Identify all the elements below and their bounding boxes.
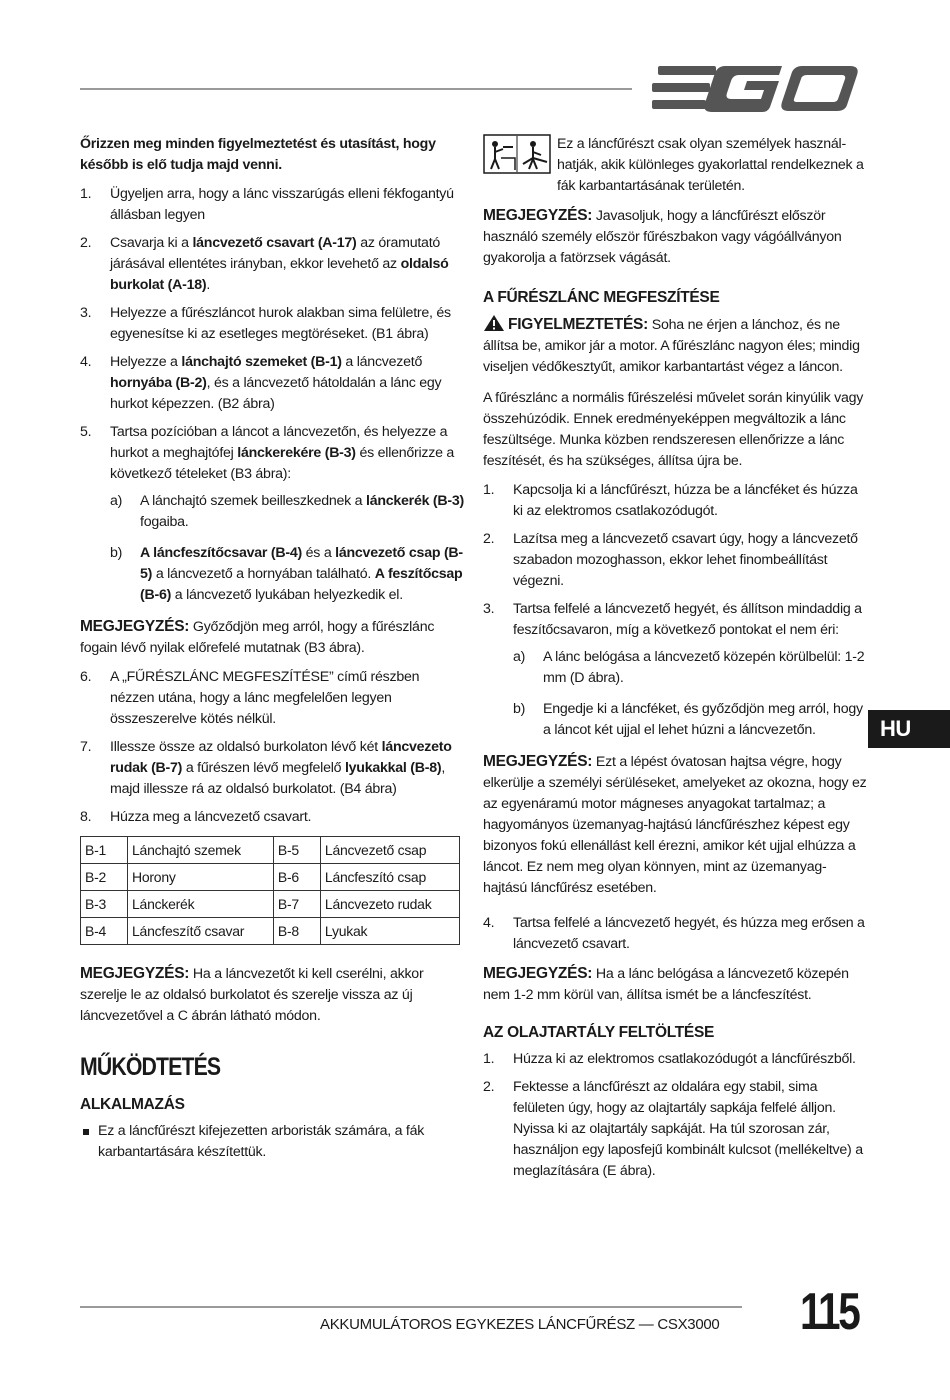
- language-tab: HU: [868, 710, 950, 748]
- list-item: [80, 807, 465, 828]
- step-text: [543, 649, 864, 686]
- step-fragment: az óramutató járásával ellentétes irányban, ekkor levehető az: [110, 235, 441, 272]
- step-number: a): [513, 649, 526, 665]
- list-item: [110, 491, 465, 533]
- step-emphasis: A láncfeszítőcsavar (B-4): [140, 545, 302, 561]
- step-fragment: Tartsa pozícióban a láncot a láncvezetőn, és helyezze a hurkot a meghajtófej: [110, 424, 448, 461]
- list-item: [80, 667, 465, 730]
- list-item: [483, 480, 868, 522]
- list-item: [110, 543, 465, 606]
- note-3: MEGJEGYZÉS: Javasoljuk, hogy a láncfűrészt először használó személy először fűrészbakon vagy vágóállványon gyakorolja a fatörzsek vágását.: [483, 207, 842, 266]
- step-fragment: fogaiba.: [140, 514, 189, 530]
- part-code-cell: B-8: [273, 918, 320, 945]
- step-emphasis: oldalsó burkolat (A-18): [110, 256, 449, 293]
- step-text: [110, 235, 449, 293]
- list-item: [483, 529, 868, 592]
- step-number: 6.: [80, 669, 92, 685]
- ego-logo: [652, 64, 862, 112]
- list-item: [483, 599, 868, 641]
- part-name-cell: Láncfeszító csap: [320, 864, 459, 891]
- list-item: [80, 184, 465, 226]
- steps-list-e: [483, 1049, 868, 1182]
- table-row: [81, 918, 460, 945]
- step-text: [140, 545, 463, 603]
- part-code-cell: B-2: [81, 864, 128, 891]
- part-code-cell: B-7: [273, 891, 320, 918]
- part-code-cell: B-4: [81, 918, 128, 945]
- part-code-cell: B-6: [273, 864, 320, 891]
- intro-text: Őrizzen meg minden figyelmeztetést és utasítást, hogy később is elő tudja majd venni.: [80, 136, 436, 173]
- subsection-title: ALKALMAZÁS: [80, 1096, 185, 1113]
- note-5: MEGJEGYZÉS: Ha a lánc belógása a láncvezető közepén nem 1-2 mm körül van, állítsa ismét be a láncfeszítést.: [483, 965, 849, 1003]
- list-item: Ez a láncfűrészt kifejezetten arboristák számára, a fák karbantartására készítettük.: [80, 1121, 465, 1163]
- substeps-3: [513, 647, 868, 741]
- step-number: 4.: [80, 354, 92, 370]
- list-item: [80, 303, 465, 345]
- part-code-cell: B-1: [81, 837, 128, 864]
- step-emphasis: lánchajtó szemeket (B-1): [181, 354, 342, 370]
- warning-block: FIGYELMEZTETÉS: Soha ne érjen a lánchoz, és ne állítsa be, amikor jár a motor. A fűrészlánc nagyon éles; mindig viseljen védőkesztyűt, amikor karbantartást végez a láncon.: [483, 316, 860, 375]
- step-text: [543, 701, 863, 738]
- step-fragment: , és a láncvezető hátoldalán a lánc egy hurkot képezzen. (B2 ábra): [110, 375, 442, 412]
- footer-rule: [80, 1306, 742, 1308]
- step-text: [110, 305, 451, 342]
- step-number: 1.: [483, 482, 495, 498]
- part-name-cell: Lánckerék: [128, 891, 274, 918]
- steps-list-b: [80, 667, 465, 828]
- step-fragment: a láncvezető: [341, 354, 423, 370]
- part-name-cell: Láncfeszítő csavar: [128, 918, 274, 945]
- list-item: [483, 913, 868, 955]
- step-fragment: Helyezze a fűrészláncot hurok alakban sima felületre, és egyenesítse ki az esetleges megtöréseket. (B1 ábra): [110, 305, 451, 342]
- table-row: [81, 864, 460, 891]
- list-item: [513, 647, 868, 689]
- list-item: [483, 1077, 868, 1182]
- section-title: MŰKÖDTETÉS: [80, 1053, 221, 1081]
- step-text: [513, 531, 858, 589]
- right-column: [483, 134, 868, 1190]
- heading-chain-tension: A FŰRÉSZLÁNC MEGFESZÍTÉSE: [483, 289, 720, 306]
- chain-tension-paragraph: A fűrészlánc a normális fűrészelési művelet során kinyúlik vagy összehúzódik. Ennek eredményeképpen megváltozik a lánc feszültsége. Munka közben rendszeresen ellenőrizze a lánc feszítését, és ha szükséges, állítsa újra be.: [483, 390, 864, 469]
- step-emphasis: láncvezeto rudak (B-7): [110, 739, 452, 776]
- note-2: MEGJEGYZÉS: Ha a láncvezetőt ki kell cserélni, akkor szerelje le az oldalsó burkolatot és szerelje vissza az új láncvezetővel a C ábrán látható módon.: [80, 965, 424, 1024]
- step-text: [110, 739, 452, 797]
- step-fragment: Tartsa felfelé a láncvezető hegyét, és állítson mindaddig a feszítőcsavaron, míg a következő pontokat el nem éri:: [513, 601, 862, 638]
- footer-title: AKKUMULÁTOROS EGYKEZES LÁNCFŰRÉSZ — CSX3000: [320, 1316, 720, 1333]
- bullet-square-icon: [83, 1129, 89, 1135]
- list-item: [483, 1049, 868, 1070]
- list-item: [513, 699, 868, 741]
- step-emphasis: A feszítőcsap (B-6): [140, 566, 463, 603]
- step-emphasis: a láncvezető a hornyában található.: [152, 566, 375, 582]
- substeps-5: [110, 491, 465, 606]
- step-fragment: Húzza ki az elektromos csatlakozódugót a láncfűrészből.: [513, 1051, 856, 1067]
- step-number: 2.: [80, 235, 92, 251]
- step-number: b): [513, 701, 526, 717]
- step-fragment: A lánc belógása a láncvezető közepén körülbelül: 1-2 mm (D ábra).: [543, 649, 865, 686]
- step-number: 1.: [483, 1051, 495, 1067]
- steps-list-a: [80, 184, 465, 485]
- list-item: [80, 352, 465, 415]
- step-number: 4.: [483, 915, 495, 931]
- part-code-cell: B-3: [81, 891, 128, 918]
- note-4: MEGJEGYZÉS: Ezt a lépést óvatosan hajtsa végre, hogy elkerülje a személyi sérüléseket, amelyeket az okozna, hogy ez az egyenáramú motor mágneses anyagokat tartalmaz; a hagyományos üzemanyag-hajtású láncfűrészhez képest egy bizonyos fokú ellenállást kell érezni, amikor két ujjal elhúzza a láncot. Ez nem meg olyan könnyen, mint az üzemanyag-hajtású láncfűrész esetében.: [483, 753, 867, 896]
- warning-triangle-icon: [483, 314, 505, 332]
- step-text: [513, 915, 865, 952]
- step-emphasis: lánckerék (B-3): [366, 493, 464, 509]
- step-emphasis: és a: [301, 545, 336, 561]
- list-item: [80, 233, 465, 296]
- heading-oil-tank: AZ OLAJTARTÁLY FELTÖLTÉSE: [483, 1024, 715, 1041]
- step-emphasis: lánckerekére (B-3): [237, 445, 356, 461]
- step-fragment: Fektesse a láncfűrészt az oldalára egy stabil, sima felületen úgy, hogy az olajtartály sapkája felfelé álljon. Nyissa ki az olajtartály sapkáját. Ha túl szorosan zár, használjon egy laposfejű kombinált kulcsot (mellékeltve) a meglazítására (E ábra).: [513, 1079, 863, 1179]
- step-fragment: A „FŰRÉSZLÁNC MEGFESZÍTÉSE” című részben nézzen utána, hogy a lánc megfelelően legyen összeszerelve kötés nélkül.: [110, 669, 420, 727]
- step-text: [110, 186, 454, 223]
- step-emphasis: láncvezető csavart (A-17): [192, 235, 357, 251]
- step-emphasis: láncvezető csap (B-5): [140, 545, 463, 582]
- step-text: [513, 1079, 863, 1179]
- step-fragment: A lánchajtó szemek beilleszkednek a: [140, 493, 367, 509]
- step-fragment: Lazítsa meg a láncvezető csavart úgy, hogy a láncvezető szabadon mozoghasson, ekkor lehet finombeállítást végezni.: [513, 531, 858, 589]
- step-text: [140, 493, 464, 530]
- table-row: [81, 891, 460, 918]
- step-text: [110, 424, 454, 482]
- step-number: 2.: [483, 1079, 495, 1095]
- step-text: [110, 809, 311, 825]
- qualified-persons-block: [483, 134, 868, 197]
- step-text: [513, 601, 862, 638]
- step-text: [513, 482, 858, 519]
- step-number: 5.: [80, 424, 92, 440]
- page-number: 115: [800, 1283, 859, 1341]
- step-number: 1.: [80, 186, 92, 202]
- step-number: 3.: [483, 601, 495, 617]
- header-rule: [80, 88, 632, 90]
- part-name-cell: Lyukak: [320, 918, 459, 945]
- step-fragment: Illessze össze az oldalsó burkolaton lévő két: [110, 739, 382, 755]
- list-item: [80, 422, 465, 485]
- step-fragment: Ügyeljen arra, hogy a lánc visszarúgás elleni fékfogantyú állásban legyen: [110, 186, 454, 223]
- step-text: [110, 669, 419, 727]
- step-fragment: .: [206, 277, 211, 293]
- part-name-cell: Horony: [128, 864, 274, 891]
- part-code-cell: B-5: [273, 837, 320, 864]
- parts-legend-table: [80, 836, 460, 945]
- step-fragment: Tartsa felfelé a láncvezető hegyét, és húzza meg erősen a láncvezető csavart.: [513, 915, 865, 952]
- table-row: [81, 837, 460, 864]
- step-fragment: Kapcsolja ki a láncfűrészt, húzza be a láncféket és húzza ki az elektromos csatlakozódugót.: [513, 482, 858, 519]
- step-fragment: Húzza meg a láncvezető csavart.: [110, 809, 312, 825]
- step-number: 8.: [80, 809, 92, 825]
- step-number: 3.: [80, 305, 92, 321]
- step-fragment: Engedje ki a láncféket, és győződjön meg arról, hogy a láncot két ujjal el lehet húzni a láncvezetőn.: [543, 701, 863, 738]
- step-text: [110, 354, 441, 412]
- step-fragment: a fűrészen lévő megfelelő: [182, 760, 345, 776]
- step-number: 7.: [80, 739, 92, 755]
- step-fragment: Helyezze a: [110, 354, 182, 370]
- part-name-cell: Lánchajtó szemek: [128, 837, 274, 864]
- qualified-persons-text: Ez a láncfűrészt csak olyan személyek használ-hatják, akik különleges gyakorlattal rendelkeznek a fák karbantartásának területén.: [557, 136, 864, 194]
- step-fragment: és ellenőrizze a következő tételeket (B3 ábra):: [110, 445, 455, 482]
- qualified-persons-icon: [483, 134, 551, 174]
- step-fragment: Csavarja ki a: [110, 235, 193, 251]
- steps-list-d: [483, 913, 868, 955]
- step-number: a): [110, 493, 123, 509]
- list-item: [80, 737, 465, 800]
- part-name-cell: Láncvezető csap: [320, 837, 459, 864]
- left-column: [80, 134, 465, 1163]
- step-emphasis: lyukakkal (B-8): [344, 760, 442, 776]
- note-1: MEGJEGYZÉS: Győződjön meg arról, hogy a fűrészlánc fogain lévő nyilak előrefelé mutatnak (B3 ábra).: [80, 618, 435, 656]
- step-emphasis: a láncvezető lyukában helyezkedik el.: [171, 587, 403, 603]
- step-number: 2.: [483, 531, 495, 547]
- part-name-cell: Láncvezeto rudak: [320, 891, 459, 918]
- step-emphasis: hornyába (B-2): [110, 375, 207, 391]
- application-list: [80, 1121, 465, 1163]
- step-number: b): [110, 545, 123, 561]
- step-fragment: , majd illessze rá az oldalsó burkolatot. (B4 ábra): [110, 760, 446, 797]
- steps-list-c: [483, 480, 868, 641]
- step-text: [513, 1051, 856, 1067]
